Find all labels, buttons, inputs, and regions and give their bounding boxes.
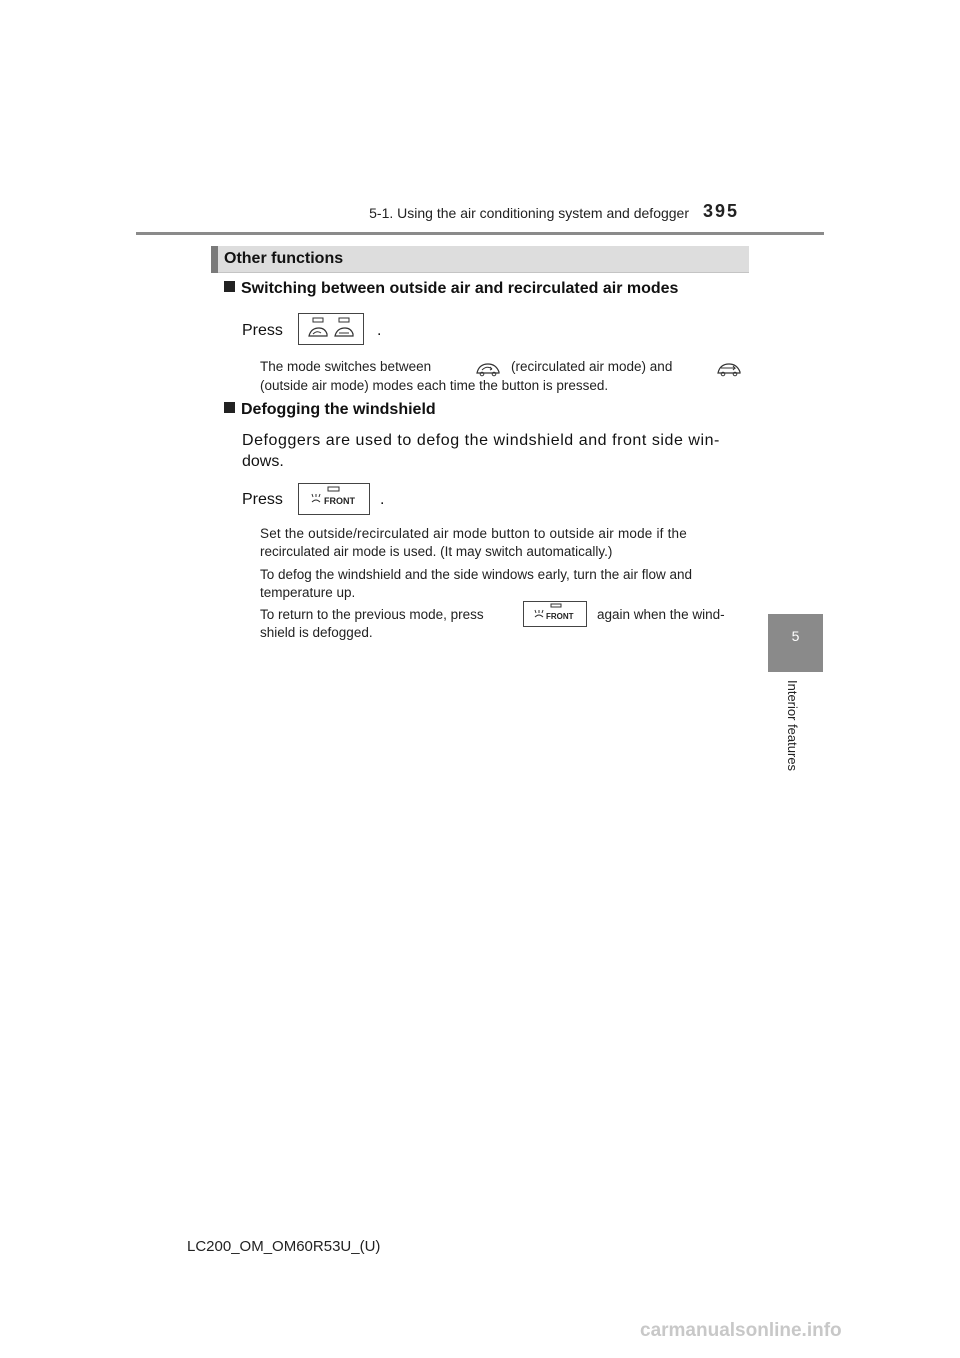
watermark: carmanualsonline.info <box>640 1320 842 1341</box>
chapter-number: 5 <box>791 628 800 644</box>
square-bullet-icon <box>224 281 235 292</box>
section-title: Other functions <box>224 250 344 267</box>
chapter-label-text: Interior features <box>785 680 800 772</box>
item2-press-label: Press <box>242 491 283 508</box>
item2-line2: dows. <box>242 453 284 470</box>
item1-note-b: (recirculated air mode) and <box>511 359 673 374</box>
item1-note-a: The mode switches between <box>260 359 432 374</box>
item2-line1: Defoggers are used to defog the windshield and front side win- <box>242 432 720 449</box>
item2-note3-b: again when the wind- <box>597 607 725 622</box>
item2-note2-l1: To defog the windshield and the side windows early, turn the air flow and <box>260 567 693 582</box>
item2-note3-a: To return to the previous mode, press <box>260 607 484 622</box>
chapter-label <box>782 680 802 820</box>
header-section-title: 5-1. Using the air conditioning system and defogger <box>369 205 689 221</box>
item2-note1-l1: Set the outside/recirculated air mode button to outside air mode if the <box>260 526 687 541</box>
item1-note-c: (outside air mode) modes each time the button is pressed. <box>260 378 609 393</box>
item2-note3-c: shield is defogged. <box>260 625 373 640</box>
item1-press-label: Press <box>242 322 283 339</box>
front-button-text: FRONT <box>324 496 355 506</box>
front-defogger-button-icon <box>298 483 370 515</box>
item1-heading-text: Switching between outside air and recirculated air modes <box>241 280 679 297</box>
page-number: 395 <box>703 201 740 221</box>
item2-heading <box>224 401 436 419</box>
item2-press-period: . <box>380 491 385 508</box>
item1-press-period: . <box>377 322 382 339</box>
square-bullet-icon <box>224 402 235 413</box>
section-bar-accent <box>211 246 218 273</box>
item2-note1-l2: recirculated air mode is used. (It may switch automatically.) <box>260 544 613 559</box>
item1-heading <box>224 280 678 298</box>
item2-heading-text: Defogging the windshield <box>241 401 436 418</box>
car-outside-air-icon <box>716 359 742 382</box>
item2-note2-l2: temperature up. <box>260 585 356 600</box>
front-defogger-button-icon-small <box>523 601 587 627</box>
header-divider <box>136 232 824 235</box>
document-code: LC200_OM_OM60R53U_(U) <box>187 1238 381 1255</box>
recirculation-button-icon <box>298 313 364 345</box>
front-button-text-small: FRONT <box>546 612 574 621</box>
